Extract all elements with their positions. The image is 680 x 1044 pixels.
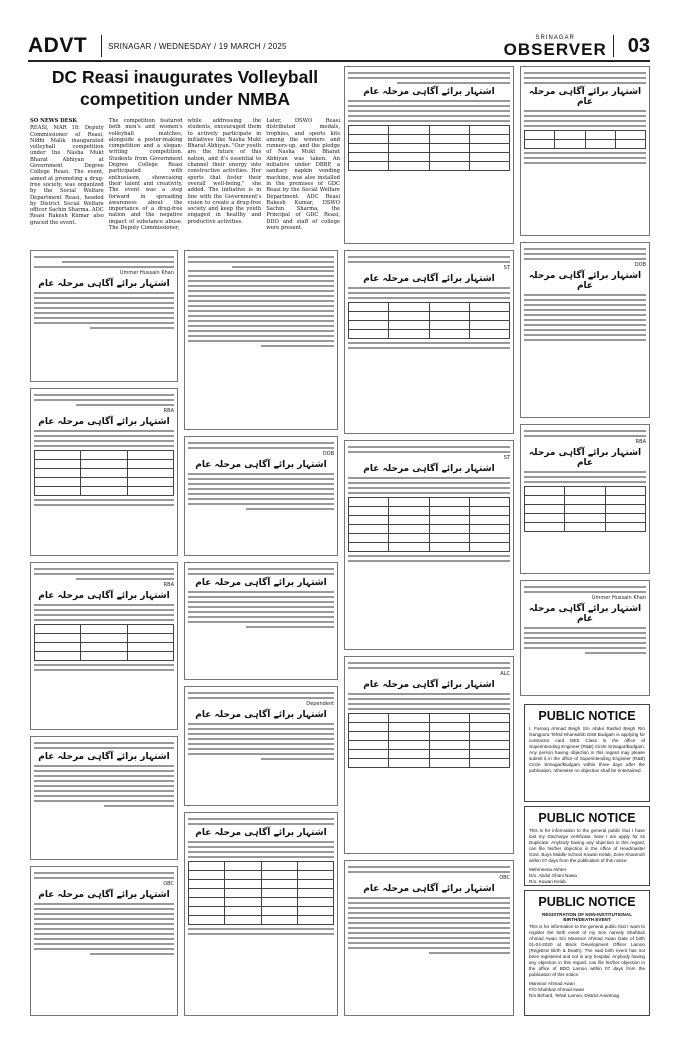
urdu-notice bbox=[344, 656, 514, 854]
notice-title: اشتہار برائے آگاہی مرحلہ عام bbox=[195, 710, 327, 720]
story-column bbox=[30, 118, 104, 231]
notice-body-lines bbox=[34, 604, 174, 621]
notice-body-lines bbox=[524, 294, 646, 341]
notice-tag: RBA bbox=[163, 408, 174, 414]
urdu-notice bbox=[184, 812, 338, 1016]
urdu-notice bbox=[520, 580, 650, 696]
public-notice-title: PUBLIC NOTICE bbox=[538, 811, 636, 825]
urdu-notice bbox=[344, 66, 514, 244]
signer-address: R/o Birhard, Tehsil Lamoo, District Anantnag bbox=[529, 993, 620, 998]
signer-relation: D/o. Abdul Ghani Nawa bbox=[529, 873, 577, 878]
notice-title: اشتہار برائے آگاہی مرحلہ عام bbox=[38, 752, 170, 762]
urdu-notice bbox=[344, 250, 514, 434]
notice-header-lines bbox=[524, 430, 646, 437]
notice-title: اشتہار برائے آگاہی مرحلہ عام bbox=[38, 591, 170, 601]
lead-story bbox=[30, 66, 340, 231]
notice-header-lines bbox=[348, 662, 510, 669]
notice-header-lines bbox=[524, 586, 646, 593]
signer-address: R/o. Kowari Kelab bbox=[529, 879, 566, 884]
urdu-notice bbox=[184, 250, 338, 430]
urdu-notice bbox=[30, 388, 178, 556]
notice-header-lines bbox=[348, 866, 510, 873]
notice-body-lines bbox=[188, 723, 334, 760]
notice-header-lines bbox=[348, 446, 510, 453]
urdu-notice bbox=[30, 736, 178, 860]
notice-title: اشتہار برائے آگاہی مرحلہ عام bbox=[363, 464, 495, 474]
notice-name: Ummer Hussain Khan bbox=[119, 270, 174, 276]
notice-table bbox=[524, 130, 646, 149]
notice-body-lines bbox=[188, 841, 334, 858]
urdu-notice bbox=[520, 424, 650, 574]
notice-title: اشتہار برائے آگاہی مرحلہ عام bbox=[38, 279, 170, 289]
divider bbox=[101, 35, 102, 57]
notice-body-lines bbox=[348, 287, 510, 299]
notice-header-lines bbox=[188, 692, 334, 699]
public-notice-title: PUBLIC NOTICE bbox=[538, 709, 636, 723]
notice-header-lines bbox=[34, 872, 174, 879]
notice-body-lines bbox=[348, 693, 510, 710]
notice-body-lines bbox=[34, 499, 174, 506]
notice-body-lines bbox=[188, 473, 334, 510]
urdu-notice bbox=[184, 436, 338, 556]
notice-body-lines bbox=[34, 664, 174, 671]
notice-body-lines bbox=[34, 903, 174, 955]
notice-tag: ALC bbox=[500, 671, 510, 677]
notice-tag: Dependent bbox=[306, 701, 334, 707]
urdu-notice bbox=[184, 686, 338, 806]
notice-body-lines bbox=[524, 152, 646, 164]
notice-header-lines bbox=[188, 568, 334, 575]
notice-title: اشتہار برائے آگاہی مرحلہ عام bbox=[363, 884, 495, 894]
notice-body-lines bbox=[348, 897, 510, 954]
urdu-notice bbox=[30, 866, 178, 1016]
notice-body-lines bbox=[524, 110, 646, 127]
notice-tag: RBA bbox=[163, 582, 174, 588]
notice-table bbox=[348, 713, 510, 768]
urdu-notice bbox=[30, 562, 178, 730]
urdu-notice bbox=[184, 562, 338, 680]
notice-title: اشتہار برائے آگاہی مرحلہ عام bbox=[195, 828, 327, 838]
notice-tag: RBA bbox=[635, 439, 646, 445]
notice-tag: ST bbox=[503, 265, 510, 271]
urdu-notice bbox=[344, 860, 514, 1016]
notice-title: اشتہار برائے آگاہی مرحلہ عام bbox=[38, 417, 170, 427]
notice-body-lines bbox=[524, 471, 646, 483]
notice-tag: DOB bbox=[322, 451, 334, 457]
notice-tag: ST bbox=[503, 455, 510, 461]
section-label: ADVT bbox=[28, 34, 88, 57]
notice-header-lines bbox=[34, 568, 174, 580]
notice-tag: OBC bbox=[499, 875, 510, 881]
notice-table bbox=[34, 624, 174, 661]
notice-title: اشتہار برائے آگاہی مرحلہ عام bbox=[528, 604, 642, 624]
notice-table bbox=[524, 486, 646, 532]
urdu-notice bbox=[520, 66, 650, 236]
notice-title: اشتہار برائے آگاہی مرحلہ عام bbox=[195, 578, 327, 588]
signer-name: Mehmeena Akhter bbox=[529, 867, 567, 872]
notice-title: اشتہار برائے آگاہی مرحلہ عام bbox=[363, 87, 495, 97]
story-headline: DC Reasi inaugurates Volleyball competition under NMBA bbox=[51, 67, 319, 109]
story-column: The competition featured both men's and women's volleyball matches, alongside a poster-making competition and a slogan-writing competition. Students from Government Degree College Reasi participated with enthusiasm, showcasing their talent and creativity. The event was a step forward in spreading awareness about the importance of a drug-free nation and the negative impact of substance abuse. The Deputy Commissioner, bbox=[108, 118, 183, 232]
logo-name: OBSERVER bbox=[503, 39, 607, 59]
urdu-notice bbox=[30, 250, 178, 382]
urdu-notice bbox=[344, 440, 514, 650]
newspaper-logo bbox=[504, 35, 607, 58]
story-column: while addressing the students, encouraged them to actively participate in initiatives like Nasha Mukt Bharat Abhiyan. "Our youth are the future of this nation, and it's essential to channel their energy into constructive activities. Her sports that foster their overall well-being," she added. The initiative is in line with the Government's vision to create a drug-free society and keep the youth engaged in healthy and productive activities. bbox=[187, 118, 262, 225]
masthead bbox=[28, 32, 650, 62]
notice-header-lines bbox=[524, 248, 646, 260]
notice-title: اشتہار برائے آگاہی مرحلہ عام bbox=[528, 448, 642, 468]
story-text: REASI, MAR 18: Deputy Commissioner of Reasi, Nidhi Malik inaugurated volleyball competition under the Nasha Mukt Bharat Abhiyan at Government Degree College Reasi. The event, aimed at promoting a drug-free society, was organized by the Social Welfare Department Reasi, headed by District Social Welfare officer Sachin Sharma. ADC Reasi Rakesh Kumar also graced the event. bbox=[30, 125, 104, 226]
public-notice-body: This is for information to the general public that I want to register the birth event of my Son namely Shahbaz Ahmad Awan S/o Mansoor Ahmad Awan Date of birth 01-04-2020 at Block Development Officer Lamoo (Registrar Birth & Death). The said birth event has not been registered and not in any hospital. Anybody having any objection in this regard, can file his/her objection in the office of BDO Lamoo within 07 days from the publication of this notice. bbox=[529, 924, 645, 977]
notice-title: اشتہار برائے آگاہی مرحلہ عام bbox=[363, 274, 495, 284]
notice-body-lines bbox=[348, 342, 510, 349]
notice-body-lines bbox=[188, 270, 334, 347]
notice-header-lines bbox=[188, 442, 334, 449]
divider bbox=[613, 35, 614, 57]
notice-body-lines bbox=[34, 765, 174, 807]
notice-table bbox=[348, 302, 510, 339]
notice-header-lines bbox=[188, 818, 334, 825]
story-column: Later, DSWO Reasi distributed medals, trophies, and sports kits among the winners and runners-up, and the pledge of Nasha Mukt Bharat Abhiyan was taken. An initiative under DBBP, a sanitary napkin vending machine, was also installed in the premises of GDC Reasi by the Social Welfare Department. ADC Reasi Rakesh Kumar, DSWO Sachin Sharma, the Principal of GDC Reasi, DDO and staff of college were present. bbox=[266, 118, 340, 232]
public-notice-signature bbox=[529, 867, 645, 885]
notice-header-lines bbox=[524, 72, 646, 84]
notice-tag: DOB bbox=[634, 262, 646, 268]
notice-body-lines bbox=[188, 591, 334, 628]
notice-table bbox=[188, 861, 334, 925]
notice-title: اشتہار برائے آگاہی مرحلہ عام bbox=[195, 460, 327, 470]
logo-city: SRINAGAR bbox=[535, 34, 575, 41]
notice-body-lines bbox=[524, 627, 646, 654]
notice-tag: OBC bbox=[163, 881, 174, 887]
page-number: 03 bbox=[627, 34, 650, 57]
notice-body-lines bbox=[348, 100, 510, 122]
urdu-notice bbox=[520, 242, 650, 418]
notice-header-lines bbox=[188, 256, 334, 268]
notice-header-lines bbox=[34, 742, 174, 749]
notice-table bbox=[34, 450, 174, 496]
signer-name: Mansoor Ahmad Awan bbox=[529, 981, 575, 986]
notice-title: اشتہار برائے آگاہی مرحلہ عام bbox=[38, 890, 170, 900]
notice-table bbox=[348, 125, 510, 171]
notice-body-lines bbox=[34, 292, 174, 329]
notice-header-lines bbox=[348, 256, 510, 263]
public-notice-lost-certificate bbox=[524, 806, 650, 886]
notice-title: اشتہار برائے آگاہی مرحلہ عام bbox=[528, 87, 642, 107]
notice-table bbox=[348, 497, 510, 552]
notice-header-lines bbox=[348, 72, 510, 84]
public-notice-body: This is for information to the general public that I have lost my Discharge certificate. Now I am apply for its Duplicate. Anybody having any objection in this regard, can file his/her objection in the office of Headmaster Govt. Boys Middle School Kowari Kelab, Zone Khanmoh within 07 days from the publication of this notice. bbox=[529, 828, 645, 863]
notice-title: اشتہار برائے آگاہی مرحلہ عام bbox=[528, 271, 642, 291]
public-notice-subtitle: REGISTRATION OF NON-INSTITUTIONAL BIRTH/DEATH EVENT bbox=[542, 912, 632, 922]
notice-header-lines bbox=[34, 256, 174, 268]
public-notice-title: PUBLIC NOTICE bbox=[538, 895, 636, 909]
story-body bbox=[30, 118, 340, 231]
notice-body-lines bbox=[348, 555, 510, 562]
story-byline: SO NEWS DESK bbox=[30, 118, 77, 124]
notice-name: Ummer Hussain Khan bbox=[591, 595, 646, 601]
notice-body-lines bbox=[348, 477, 510, 494]
public-notice-body: I, Farooq Ahmad Beigh S/o Abdul Rashid Beigh R/o Gangpora Tehsil Khansahib Distt Budgam is applying for contractor card DEE Class in the office of Superintending Engineer (R&B) Circle Srinagar/Budgam. Any person having objection in this regard may please submit it in the office of Superintending Engineer (R&B) Circle Srinagar/Budgam within three days after the publication, otherwise no objection shall be entertained. bbox=[529, 726, 645, 773]
notice-title: اشتہار برائے آگاہی مرحلہ عام bbox=[363, 680, 495, 690]
public-notice-contractor-card bbox=[524, 704, 650, 802]
public-notice-signature bbox=[529, 981, 645, 999]
notice-header-lines bbox=[34, 394, 174, 406]
public-notice-birth-registration bbox=[524, 890, 650, 1016]
dateline: SRINAGAR / WEDNESDAY / 19 MARCH / 2025 bbox=[108, 41, 287, 51]
signer-relation: F/O Shahbaz Ahmad Awan bbox=[529, 987, 585, 992]
notice-body-lines bbox=[188, 928, 334, 935]
notice-body-lines bbox=[34, 430, 174, 447]
